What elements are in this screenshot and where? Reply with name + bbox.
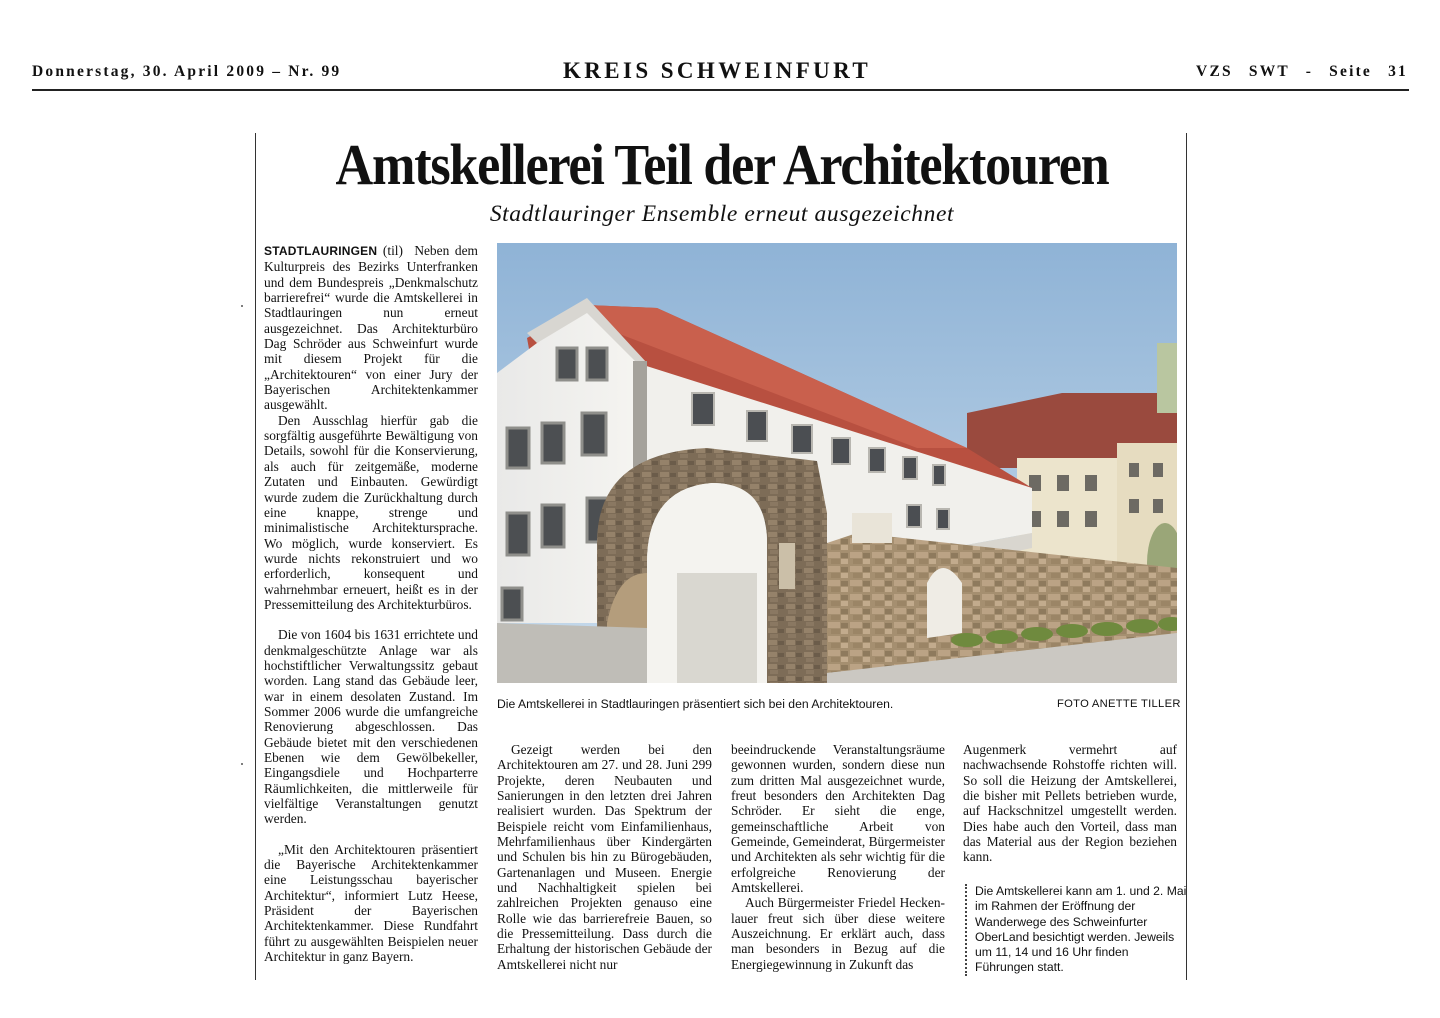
page-reference: VZS SWT - Seite 31: [1196, 63, 1408, 80]
info-box: Die Amtskellerei kann am 1. und 2. Mai im Rahmen der Eröffnung der Wanderwege des Schweinfurter OberLand besichtigt werden. Jeweils um 11, 14 und 16 Uhr finden Führungen statt.: [965, 884, 1187, 976]
paragraph: Augenmerk vermehrt auf nachwachsende Rohstoffe richten will. So soll die Heizung der Amtskellerei, die bisher mit Pellets betrieben wurde, auf Hackschnitzel umgestellt werden. Dies habe auch den Vorteil, dass man das Material aus der Region beziehen kann.: [963, 742, 1177, 865]
author-code: (til): [382, 243, 403, 258]
subheadline: Stadtlauringer Ensemble erneut ausgezeichnet: [489, 201, 955, 227]
paragraph: Den Ausschlag hierfür gab die sorgfältig ausgeführte Bewältigung von Details, sowohl für die Konservierung, als auch für zeitgemäße, moderne Zutaten und Einbauten. Gewürdigt wurde zudem die Zurückhaltung durch eine knappe, strenge und minimalistische Architektursprache. Wo möglich, wurde konserviert. Es wurde nichts rekonstruiert und wo erforderlich, konsequent und wahrnehmbar erneuert, heißt es in der Pressemitteilung des Architekturbüros.: [264, 412, 478, 612]
headline: Amtskellerei Teil der Architektouren: [335, 132, 1109, 197]
paragraph: Auch Bürgermeister Friedel Heckenlauer freut sich über diese weitere Auszeichnung. Er erklärt auch, dass man besonders in Bezug auf die Energiegewinnung in Zukunft das: [731, 895, 945, 972]
dateline: STADTLAURINGEN: [264, 244, 378, 258]
article-column-4: [963, 742, 1177, 865]
photo-credit: FOTO ANETTE TILLER: [1057, 698, 1181, 710]
scan-speck: [241, 305, 243, 307]
paragraph: beeindruckende Veranstaltungsräume gewonnen wurden, sondern diese nun zum dritten Mal ausgezeichnet wurde, freut besonders den Architekten Dag Schröder. Er sieht die enge, gemeinschaftliche Arbeit von Gemeinde, Gemeinderat, Bürgermeister und Architekten als sehr wichtig für die erfolgreiche Renovierung der Amtskellerei.: [731, 742, 945, 896]
photo-caption: Die Amtskellerei in Stadtlauringen präsentiert sich bei den Architektouren.: [497, 697, 894, 711]
article-rule-right: [1186, 133, 1187, 980]
paragraph: „Mit den Architektouren präsentiert die Bayerische Architektenkammer eine Leistungsschau bayerischer Architektur“, informiert Lutz Heese, Präsident der Bayerischen Architektenkammer. Diese Rundfahrt führt zu ausgewählten Beispielen neuer Architektur in ganz Bayern.: [264, 841, 478, 965]
article-column-3: [731, 742, 945, 972]
paragraph: Gezeigt werden bei den Architektouren am 27. und 28. Juni 299 Projekte, deren Neubauten und Sanierungen in den letzten drei Jahren realisiert wurden. Das Spektrum der Beispiele reicht vom Einfamilienhaus, Mehrfamilienhaus über Kindergärten und Schulen bis hin zu Bürogebäuden, Gartenanlagen und Museen. Energie und Nachhaltigkeit spielen bei zahlreichen Projekten genauso eine Rolle wie das barrierefreie Bauen, so die Pressemitteilung. Dass durch die Erhaltung der historischen Gebäude der Amtskellerei nicht nur: [497, 742, 712, 972]
paragraph: Die von 1604 bis 1631 errichtete und denkmalgeschützte Anlage war als hochstiftlicher Verwaltungssitz gebaut worden. Lang stand das Gebäude leer, war in einem desolaten Zustand. Im Sommer 2006 wurde die umfangreiche Renovierung abgeschlossen. Das Gebäude bietet mit den verschiedenen Ebenen wie dem Gewölbekeller, Eingangsdiele und Hochparterre Räumlichkeiten, die mittlerweile für vielfältige Veranstaltungen genutzt werden.: [264, 627, 478, 827]
article-column-2: [497, 742, 712, 972]
issue-date: Donnerstag, 30. April 2009 – Nr. 99: [32, 63, 342, 80]
article-photo: [497, 243, 1177, 683]
scan-speck: [241, 763, 243, 765]
section-title: KREIS SCHWEINFURT: [563, 58, 872, 83]
paragraph: [264, 243, 478, 413]
paragraph-text: Neben dem Kulturpreis des Bezirks Unterfranken und dem Bundespreis „Denkmalschutz barrierefrei“ wurde die Amtskellerei in Stadtlauringen nun erneut ausgezeichnet. Das Architekturbüro Dag Schröder aus Schweinfurt wurde mit diesem Projekt für die „Architektouren“ von einer Jury der Bayerischen Architektenkammer ausgewählt.: [264, 243, 478, 413]
header-rule: [32, 89, 1409, 91]
article-rule-left: [255, 133, 256, 980]
article-column-1: [264, 243, 478, 964]
